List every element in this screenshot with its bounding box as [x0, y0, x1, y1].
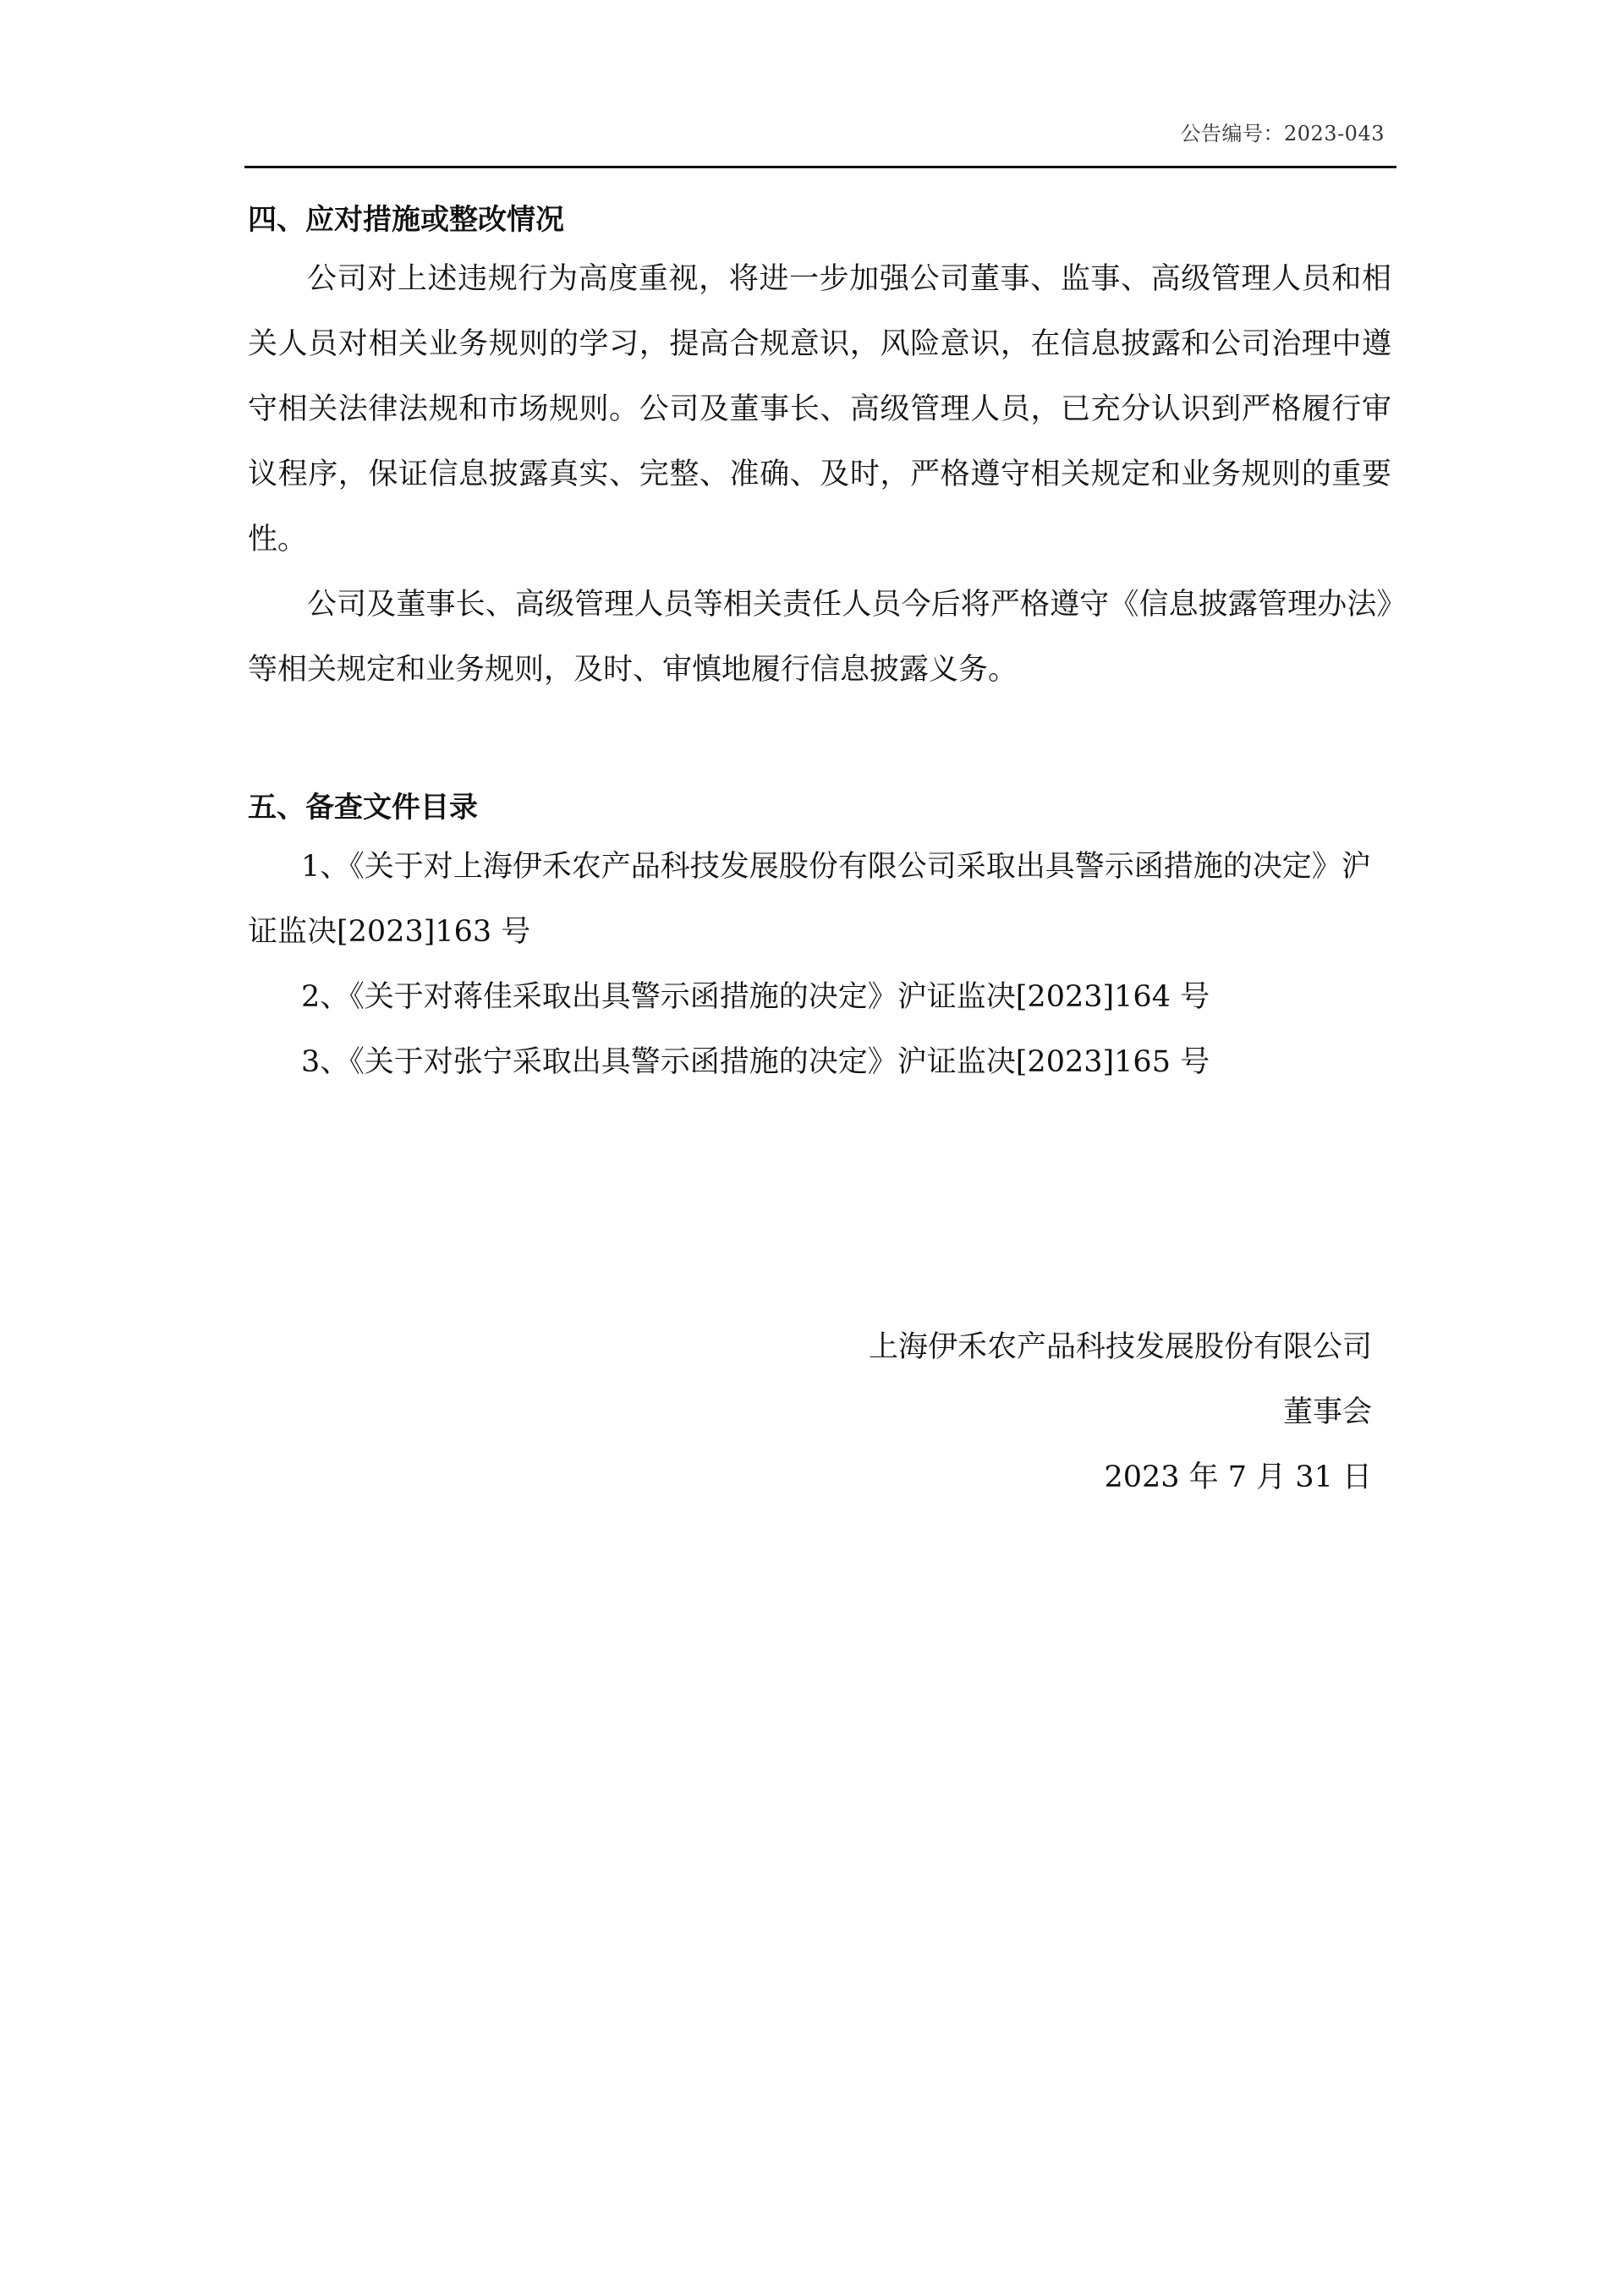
reference-document-item: 2、《关于对蒋佳采取出具警示函措施的决定》沪证监决[2023]164 号 — [301, 980, 1210, 1014]
section-4-paragraph-1: 公司对上述违规行为高度重视，将进一步加强公司董事、监事、高级管理人员和相关人员对相关业务规则的学习，提高合规意识，风险意识，在信息披露和公司治理中遵守相关法律法规和市场规则。公司及董事长、高级管理人员，已充分认识到严格履行审议程序，保证信息披露真实、完整、准确、及时，严格遵守相关规定和业务规则的重要性。 — [248, 262, 1391, 556]
announcement-number: 公告编号：2023-043 — [1180, 122, 1385, 145]
reference-documents-list — [248, 835, 1391, 1095]
section-spacer — [248, 703, 1391, 781]
signature-block — [869, 1315, 1372, 1510]
reference-document-item: 1、《关于对上海伊禾农产品科技发展股份有限公司采取出具警示函措施的决定》沪证监决[2023]163 号 — [248, 850, 1371, 949]
section-5-title: 五、备查文件目录 — [248, 791, 478, 825]
section-4-paragraph-2: 公司及董事长、高级管理人员等相关责任人员今后将严格遵守《信息披露管理办法》等相关规定和业务规则，及时、审慎地履行信息披露义务。 — [248, 588, 1391, 687]
signature-company: 上海伊禾农产品科技发展股份有限公司 — [868, 1330, 1372, 1364]
signature-board: 董事会 — [1282, 1395, 1372, 1429]
reference-document-item: 3、《关于对张宁采取出具警示函措施的决定》沪证监决[2023]165 号 — [301, 1045, 1210, 1079]
signature-date: 2023 年 7 月 31 日 — [1104, 1460, 1372, 1494]
header-divider — [244, 166, 1396, 168]
section-4-title: 四、应对措施或整改情况 — [248, 203, 564, 237]
document-body — [248, 193, 1391, 1095]
